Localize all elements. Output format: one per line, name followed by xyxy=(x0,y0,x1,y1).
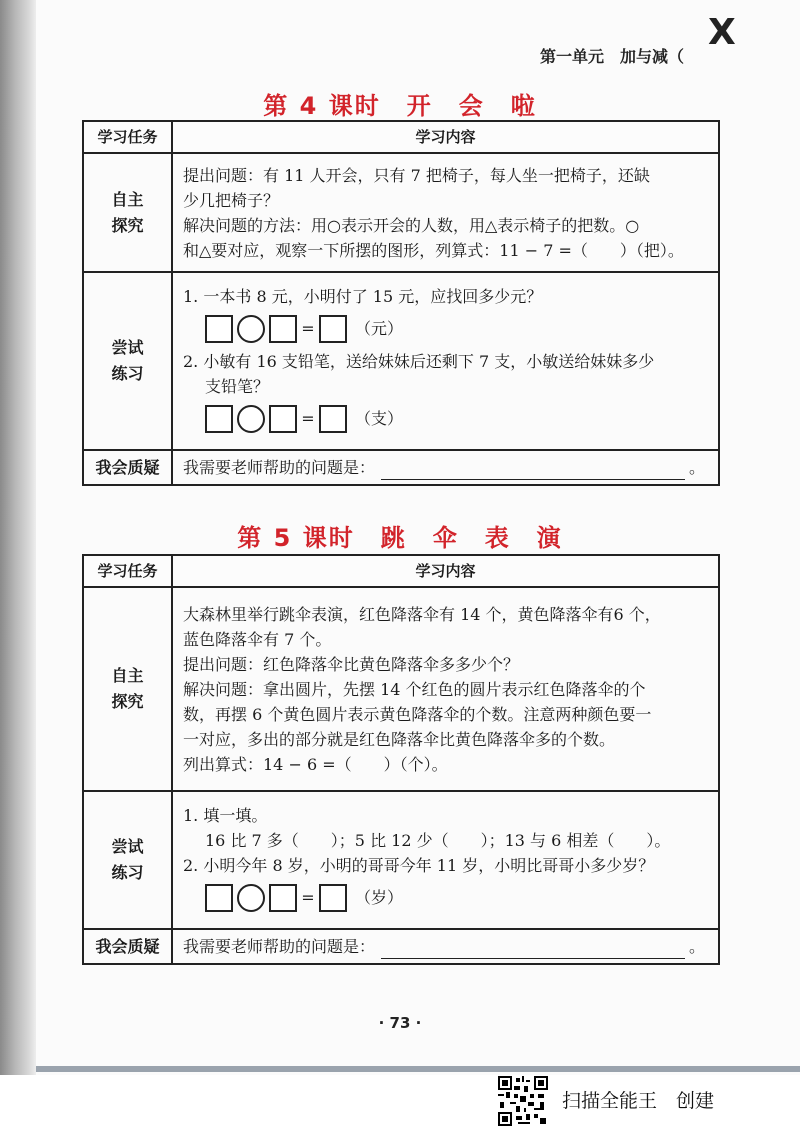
practice-label xyxy=(83,791,172,929)
question-answer-line[interactable] xyxy=(381,462,685,480)
lesson-5-title: 第 5 课时 跳 伞 表 演 xyxy=(237,524,563,552)
explore-line: 列出算式：14 − 6 =（ ）（个）。 xyxy=(183,754,448,774)
column-header-content: 学习内容 xyxy=(172,555,719,587)
practice-label-line-1: 尝试 xyxy=(111,837,144,856)
page-number: · 73 · xyxy=(378,1014,422,1032)
practice-content xyxy=(172,272,719,450)
practice-label xyxy=(83,272,172,450)
answer-box[interactable] xyxy=(205,405,233,433)
unit-label: （元） xyxy=(355,319,404,338)
explore-label-line-1: 自主 xyxy=(111,189,144,209)
practice-label-line-1: 尝试 xyxy=(111,338,144,357)
question-prompt: 我需要老师帮助的问题是： xyxy=(183,937,376,956)
practice-content xyxy=(172,791,719,929)
practice-question-2-cont: 支铅笔？ xyxy=(205,376,270,396)
explore-line: 蓝色降落伞有 7 个。 xyxy=(183,629,332,649)
explore-label xyxy=(83,587,172,791)
question-content xyxy=(172,450,719,485)
practice-question-2: 2. 小明今年 8 岁，小明的哥哥今年 11 岁，小明比哥哥小多少岁？ xyxy=(183,855,655,875)
qr-code-icon xyxy=(498,1076,548,1126)
table-header-row xyxy=(83,121,719,153)
lesson-4-title: 第 4 课时 开 会 啦 xyxy=(263,92,537,120)
answer-box[interactable] xyxy=(205,315,233,343)
practice-label-line-2: 练习 xyxy=(111,364,144,383)
equals-sign: = xyxy=(301,888,315,907)
explore-line: 少几把椅子？ xyxy=(183,190,280,210)
question-row xyxy=(83,450,719,485)
explore-label-line-1: 自主 xyxy=(111,666,144,685)
equation-row xyxy=(183,880,710,916)
fill-in-blanks[interactable]: 16 比 7 多（ ）；5 比 12 少（ ）；13 与 6 相差（ ）。 xyxy=(205,830,671,850)
explore-line: 提出问题：有 11 人开会，只有 7 把椅子，每人坐一把椅子，还缺 xyxy=(183,165,650,185)
answer-box[interactable] xyxy=(269,405,297,433)
column-header-task: 学习任务 xyxy=(83,555,172,587)
answer-box[interactable] xyxy=(269,884,297,912)
column-header-task: 学习任务 xyxy=(83,121,172,153)
practice-question-2: 2. 小敏有 16 支铅笔，送给妹妹后还剩下 7 支，小敏送给妹妹多少 xyxy=(183,351,655,371)
table-header-row xyxy=(83,555,719,587)
bottom-edge-strip xyxy=(36,1066,800,1072)
question-end: 。 xyxy=(689,937,706,956)
equation-row-1 xyxy=(183,311,710,347)
explore-label xyxy=(83,153,172,272)
practice-question-1: 1. 填一填。 xyxy=(183,805,268,825)
question-label: 我会质疑 xyxy=(83,929,172,964)
column-header-content: 学习内容 xyxy=(172,121,719,153)
explore-line: 和△要对应，观察一下所摆的图形，列算式：11 − 7 =（ ）（把）。 xyxy=(183,240,684,260)
operator-circle[interactable] xyxy=(237,315,265,343)
explore-content xyxy=(172,587,719,791)
answer-box[interactable] xyxy=(205,884,233,912)
explore-line: 解决问题的方法：用○表示开会的人数，用△表示椅子的把数。○ xyxy=(183,215,640,235)
explore-label-line-2: 探究 xyxy=(111,215,144,235)
equals-sign: = xyxy=(301,319,315,338)
question-answer-line[interactable] xyxy=(381,941,685,959)
practice-row xyxy=(83,272,719,450)
practice-question-1: 1. 一本书 8 元，小明付了 15 元，应找回多少元？ xyxy=(183,286,543,306)
lesson-4-table xyxy=(82,120,720,486)
explore-line: 一对应，多出的部分就是红色降落伞比黄色降落伞多的个数。 xyxy=(183,729,616,749)
question-content xyxy=(172,929,719,964)
scanner-watermark: 扫描全能王 创建 xyxy=(562,1090,715,1112)
explore-line: 提出问题：红色降落伞比黄色降落伞多多少个？ xyxy=(183,654,520,674)
question-row xyxy=(83,929,719,964)
unit-label: （支） xyxy=(355,409,404,428)
explore-line: 数，再摆 6 个黄色圆片表示黄色降落伞的个数。注意两种颜色要一 xyxy=(183,704,652,724)
question-end: 。 xyxy=(689,458,706,477)
practice-row xyxy=(83,791,719,929)
explore-row xyxy=(83,587,719,791)
answer-box[interactable] xyxy=(269,315,297,343)
explore-line: 解决问题：拿出圆片，先摆 14 个红色的圆片表示红色降落伞的个 xyxy=(183,679,646,699)
practice-label-line-2: 练习 xyxy=(111,863,144,882)
equals-sign: = xyxy=(301,409,315,428)
explore-row xyxy=(83,153,719,272)
result-box[interactable] xyxy=(319,405,347,433)
corner-mark: X xyxy=(708,12,736,53)
operator-circle[interactable] xyxy=(237,884,265,912)
explore-content xyxy=(172,153,719,272)
explore-label-line-2: 探究 xyxy=(111,692,144,711)
equation-row-2 xyxy=(183,401,710,437)
unit-label: 第一单元 加与减（ xyxy=(540,47,685,66)
unit-label: （岁） xyxy=(355,888,404,907)
lesson-5-table xyxy=(82,554,720,965)
operator-circle[interactable] xyxy=(237,405,265,433)
explore-line: 大森林里举行跳伞表演，红色降落伞有 14 个，黄色降落伞有6 个， xyxy=(183,604,661,624)
result-box[interactable] xyxy=(319,315,347,343)
question-prompt: 我需要老师帮助的问题是： xyxy=(183,458,376,477)
question-label: 我会质疑 xyxy=(83,450,172,485)
result-box[interactable] xyxy=(319,884,347,912)
